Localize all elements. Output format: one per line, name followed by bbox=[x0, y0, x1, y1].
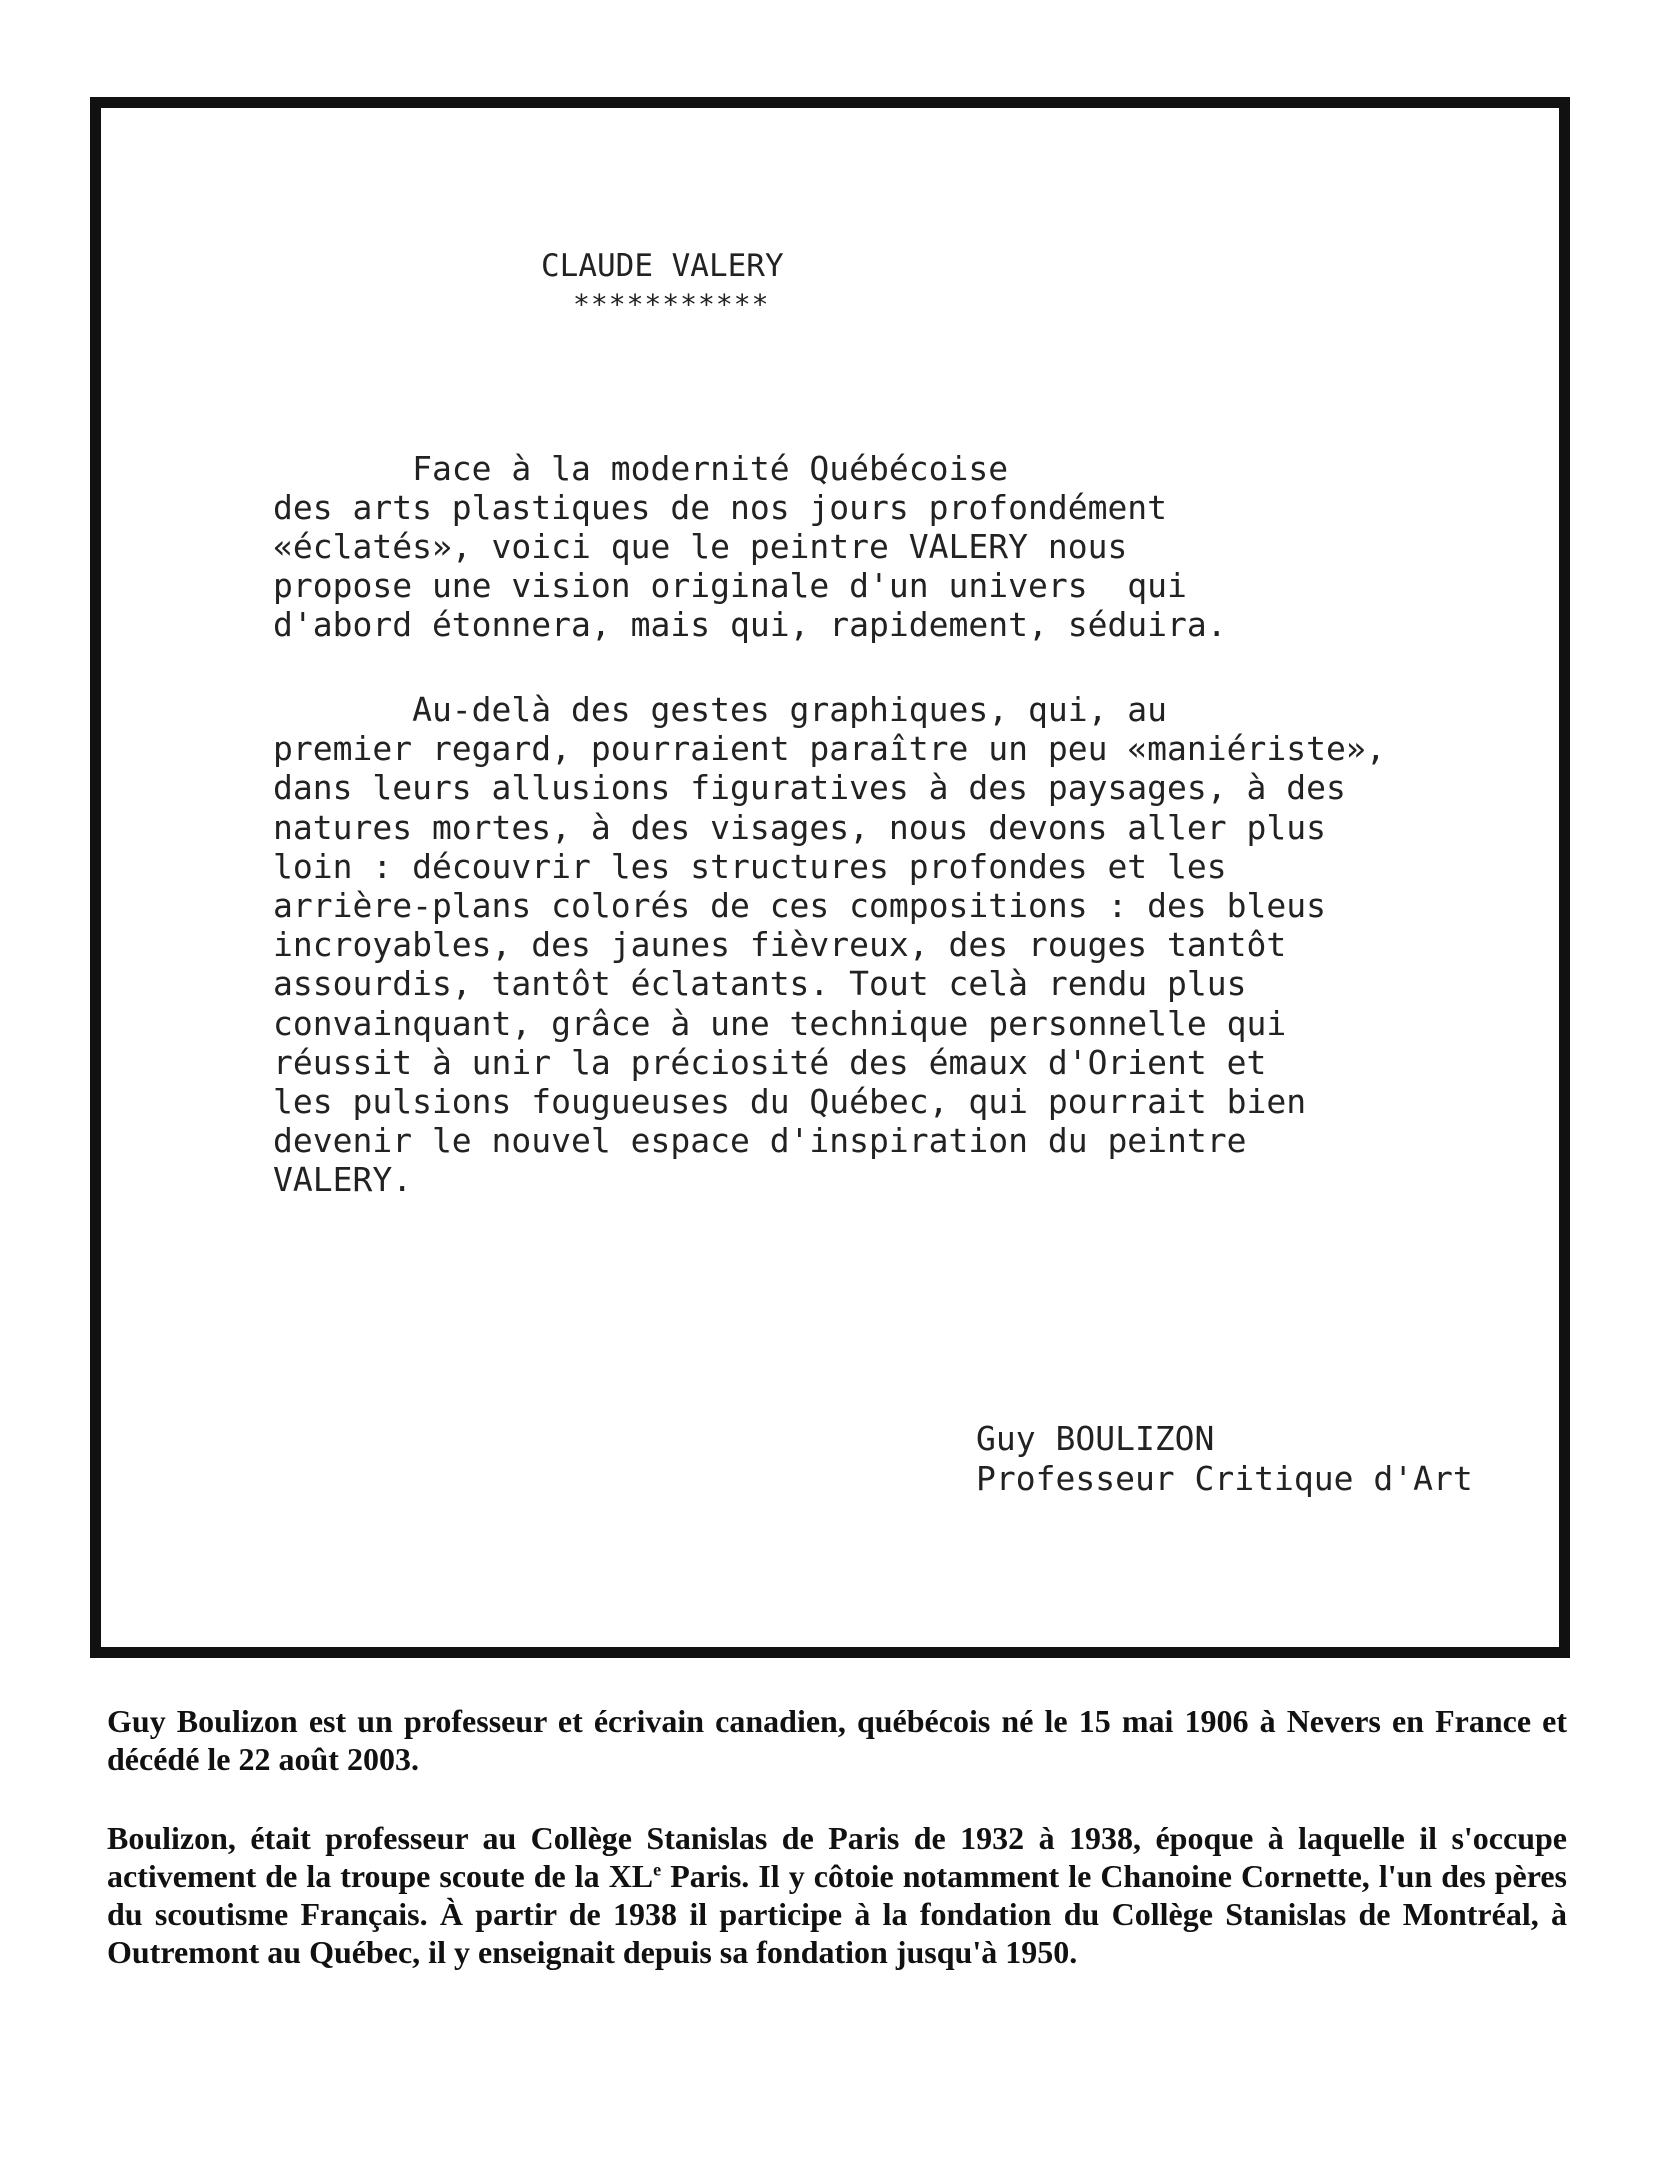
typed-line: propose une vision originale d'un univers qui bbox=[273, 566, 1187, 605]
title-separator-stars: *********** bbox=[573, 288, 770, 321]
ordinal-superscript: e bbox=[653, 1859, 662, 1880]
typed-line: d'abord étonnera, mais qui, rapidement, séduira. bbox=[273, 605, 1227, 644]
typed-line: incroyables, des jaunes fièvreux, des rouges tantôt bbox=[273, 925, 1287, 965]
signature-block bbox=[976, 1419, 1473, 1499]
letter-paragraph-2 bbox=[273, 690, 1386, 1200]
typed-line: loin : découvrir les structures profondes et les bbox=[273, 846, 1227, 886]
bio-paragraph-2 bbox=[107, 1819, 1567, 1971]
typed-line: assourdis, tantôt éclatants. Tout celà rendu plus bbox=[273, 964, 1247, 1004]
typed-line: des arts plastiques de nos jours profondément bbox=[273, 488, 1168, 527]
signature-role: Professeur Critique d'Art bbox=[976, 1459, 1473, 1498]
typed-line: convainquant, grâce à une technique personnelle qui bbox=[273, 1003, 1287, 1043]
typed-line: réussit à unir la préciosité des émaux d'Orient et bbox=[273, 1042, 1267, 1082]
typed-line: natures mortes, à des visages, nous devons aller plus bbox=[273, 807, 1326, 847]
bio-paragraph-1: Guy Boulizon est un professeur et écrivain canadien, québécois né le 15 mai 1906 à Nevers en France et décédé le 22 août 2003. bbox=[107, 1703, 1567, 1777]
typed-line: Face à la modernité Québécoise bbox=[273, 449, 1009, 488]
typed-line: les pulsions fougueuses du Québec, qui pourrait bien bbox=[273, 1082, 1307, 1122]
bio-paragraph-2-text-start: Boulizon, était professeur au Collège Stanislas de Paris de 1932 à 1938, époque à laquelle il s'occupe activement de la troupe scoute de la XL bbox=[107, 1820, 1567, 1894]
typed-line: devenir le nouvel espace d'inspiration du peintre bbox=[273, 1121, 1247, 1161]
typed-line: premier regard, pourraient paraître un peu «maniériste», bbox=[273, 729, 1386, 769]
letter-title: CLAUDE VALERY bbox=[541, 248, 784, 284]
typed-line: Au-delà des gestes graphiques, qui, au bbox=[273, 690, 1168, 729]
signature-name: Guy BOULIZON bbox=[976, 1419, 1215, 1458]
bio-paragraph-2-text-end: Paris. Il y côtoie notamment le Chanoine Cornette, l'un des pères du scoutisme Français. À partir de 1938 il participe à la fondation du Collège Stanislas de Montréal, à Outremont au Québec, il y enseignait depuis sa fondation jusqu'à 1950. bbox=[107, 1858, 1568, 1970]
typed-line: VALERY. bbox=[273, 1160, 413, 1200]
letter-frame bbox=[90, 97, 1570, 1658]
typed-line: dans leurs allusions figuratives à des paysages, à des bbox=[273, 768, 1346, 808]
typed-line: arrière-plans colorés de ces compositions : des bleus bbox=[273, 886, 1326, 926]
typed-line: «éclatés», voici que le peintre VALERY nous bbox=[273, 527, 1128, 566]
letter-paragraph-1 bbox=[273, 449, 1227, 644]
